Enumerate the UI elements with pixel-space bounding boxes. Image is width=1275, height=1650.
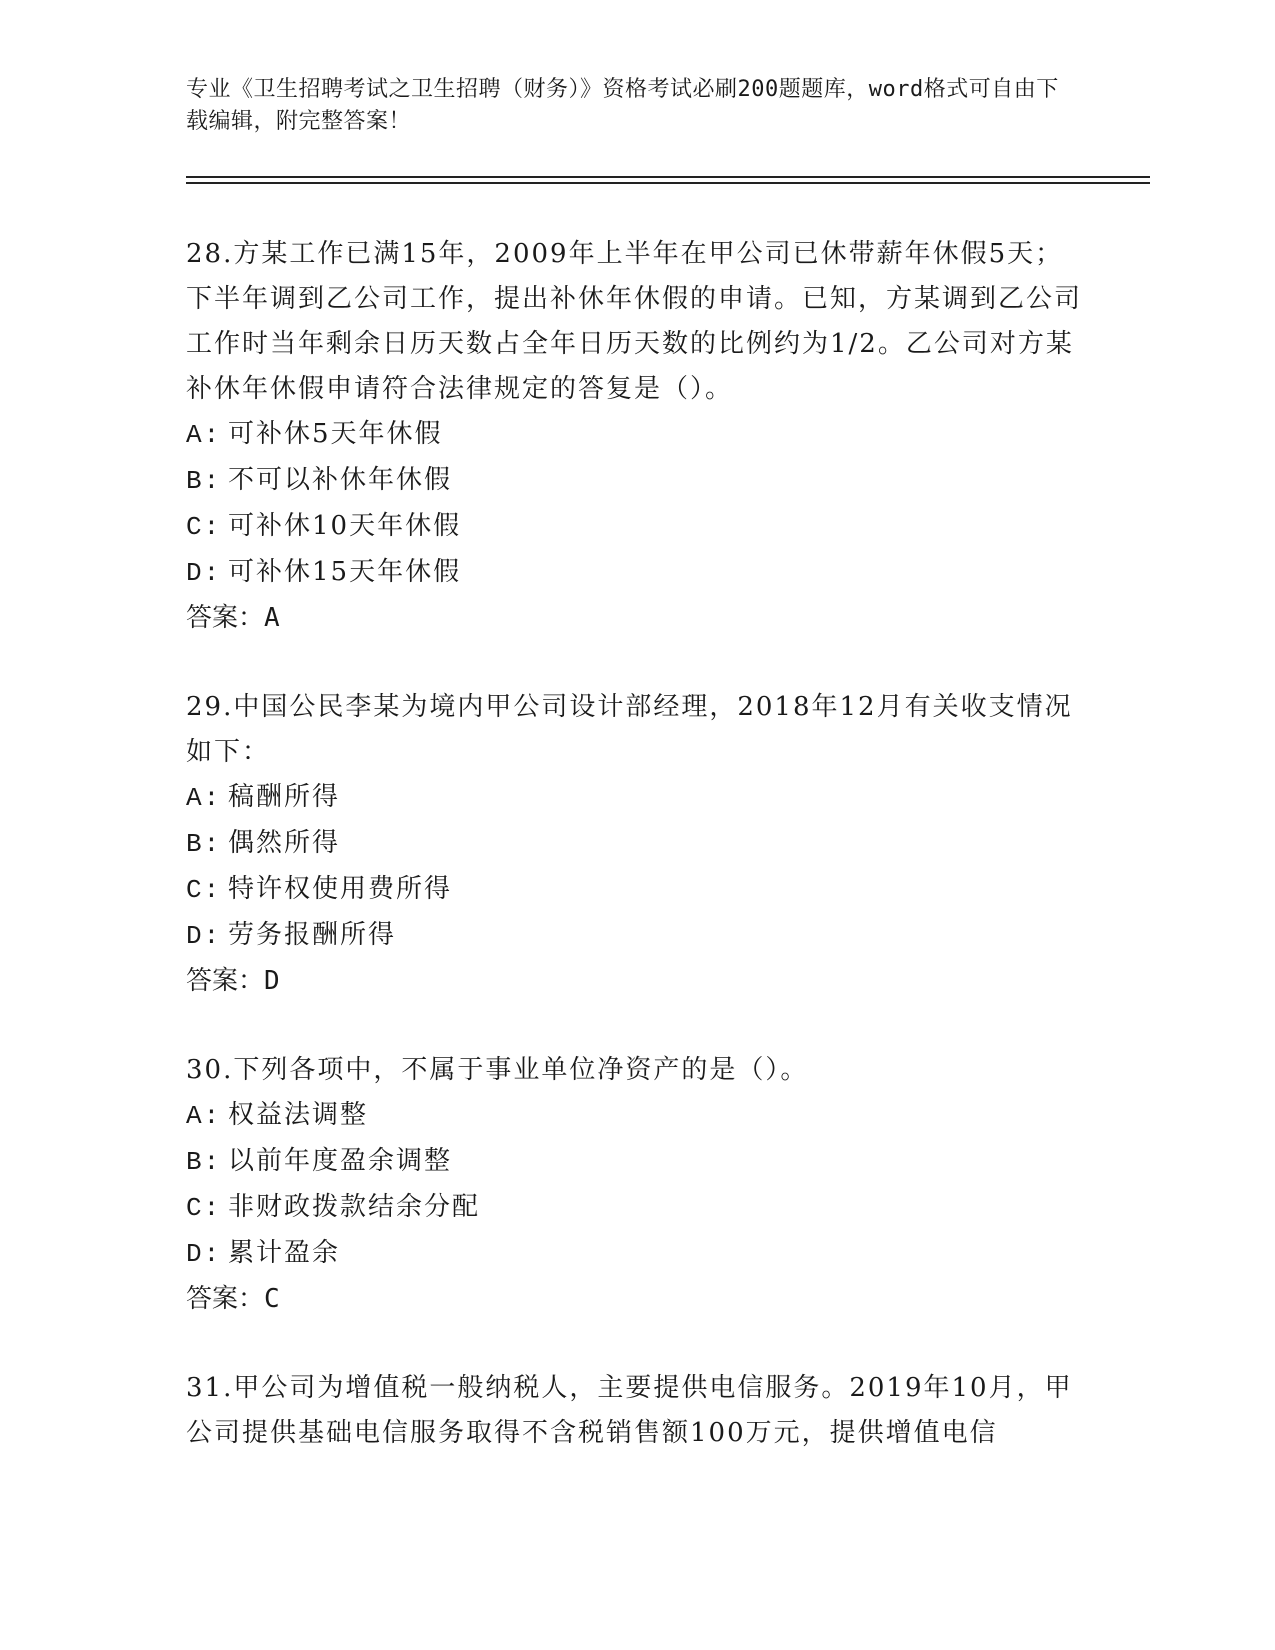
page-header: 专业《卫生招聘考试之卫生招聘（财务）》资格考试必刷200题题库，word格式可自由下载编辑，附完整答案！ [186, 77, 1059, 134]
option-text: 特许权使用费所得 [228, 874, 453, 904]
option-key: A: [186, 420, 222, 450]
question-stem: 28.方某工作已满15年，2009年上半年在甲公司已休带薪年休假5天；下半年调到乙公司工作，提出补休年休假的申请。已知，方某调到乙公司工作时当年剩余日历天数占全年日历天数的比例约为1/2。乙公司对方某补休年休假申请符合法律规定的答复是（）。 [186, 239, 1083, 404]
option-b [186, 821, 1086, 867]
option-a [186, 775, 1086, 821]
question-30 [186, 1048, 1086, 1322]
option-key: C: [186, 512, 222, 542]
option-key: A: [186, 783, 222, 813]
answer-value: A [264, 603, 280, 633]
option-c [186, 867, 1086, 913]
option-key: C: [186, 1193, 222, 1223]
option-text: 不可以补休年休假 [228, 465, 453, 495]
option-text: 以前年度盈余调整 [228, 1146, 453, 1176]
answer-label: 答案： [186, 966, 265, 996]
option-b [186, 1139, 1086, 1185]
option-text: 偶然所得 [228, 828, 341, 858]
answer-value: D [264, 966, 280, 996]
option-key: A: [186, 1101, 222, 1131]
option-text: 累计盈余 [228, 1238, 341, 1268]
question-29 [186, 685, 1086, 1004]
answer-line [186, 959, 1086, 1004]
question-28 [186, 232, 1086, 641]
option-text: 稿酬所得 [228, 782, 341, 812]
option-c [186, 1185, 1086, 1231]
option-key: D: [186, 921, 222, 951]
option-b [186, 458, 1086, 504]
option-key: B: [186, 829, 222, 859]
question-stem: 31.甲公司为增值税一般纳税人，主要提供电信服务。2019年10月，甲公司提供基础电信服务取得不含税销售额100万元，提供增值电信 [186, 1373, 1073, 1448]
option-d [186, 550, 1086, 596]
option-key: C: [186, 875, 222, 905]
option-a [186, 1093, 1086, 1139]
option-text: 劳务报酬所得 [228, 920, 397, 950]
option-key: D: [186, 1239, 222, 1269]
option-text: 非财政拨款结余分配 [228, 1192, 481, 1222]
option-key: D: [186, 558, 222, 588]
option-a [186, 412, 1086, 458]
answer-label: 答案： [186, 603, 265, 633]
question-stem: 29.中国公民李某为境内甲公司设计部经理，2018年12月有关收支情况如下： [186, 692, 1073, 767]
question-stem: 30.下列各项中，不属于事业单位净资产的是（）。 [186, 1055, 809, 1085]
question-list [186, 232, 1086, 1500]
option-text: 可补休15天年休假 [228, 557, 462, 587]
answer-value: C [264, 1284, 280, 1314]
option-key: B: [186, 466, 222, 496]
answer-line [186, 1277, 1086, 1322]
option-key: B: [186, 1147, 222, 1177]
header-divider-top [186, 176, 1150, 178]
option-c [186, 504, 1086, 550]
option-d [186, 1231, 1086, 1277]
option-text: 权益法调整 [228, 1100, 369, 1130]
option-text: 可补休10天年休假 [228, 511, 462, 541]
option-d [186, 913, 1086, 959]
question-31 [186, 1366, 1086, 1456]
option-text: 可补休5天年休假 [228, 419, 443, 449]
answer-label: 答案： [186, 1284, 265, 1314]
header-divider-bottom [186, 182, 1150, 184]
answer-line [186, 596, 1086, 641]
